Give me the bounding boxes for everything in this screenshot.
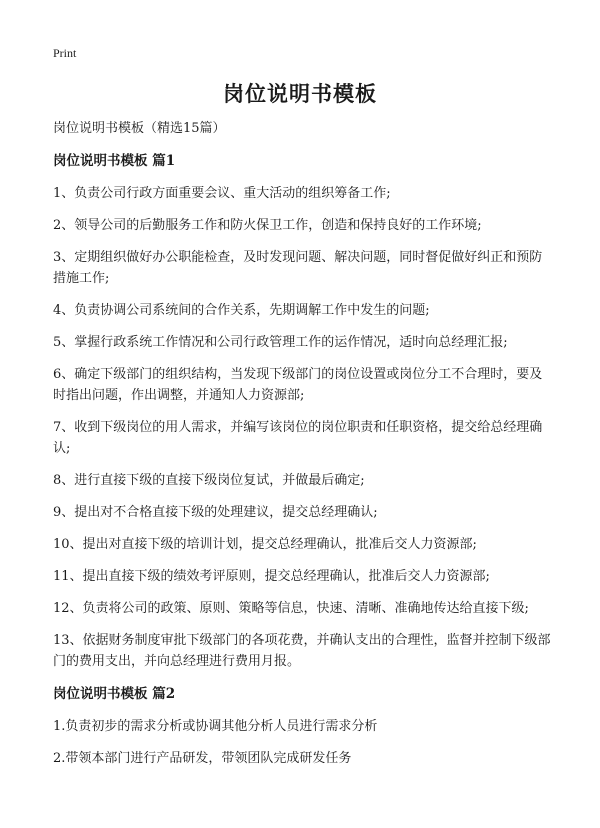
- page-title: 岗位说明书模板: [223, 82, 377, 106]
- list-item: 8、进行直接下级的直接下级岗位复试，并做最后确定;: [53, 473, 365, 488]
- document-subtitle: 岗位说明书模板（精选15篇）: [53, 121, 226, 136]
- list-item: 1.负责初步的需求分析或协调其他分析人员进行需求分析: [53, 719, 378, 734]
- section-heading: 岗位说明书模板 篇1: [53, 153, 176, 169]
- document-body: [53, 118, 553, 780]
- print-label: Print: [53, 46, 77, 60]
- list-item: 6、确定下级部门的组织结构，当发现下级部门的岗位设置或岗位分工不合理时，要及时指出问题，作出调整，并通知人力资源部;: [53, 367, 543, 403]
- section-2: [53, 683, 553, 769]
- list-item: 5、掌握行政系统工作情况和公司行政管理工作的运作情况，适时向总经理汇报;: [53, 335, 508, 350]
- list-item: 11、提出直接下级的绩效考评原则，提交总经理确认，批准后交人力资源部;: [53, 569, 490, 584]
- section-heading: 岗位说明书模板 篇2: [53, 686, 176, 702]
- list-item: 2、领导公司的后勤服务工作和防火保卫工作，创造和保持良好的工作环境;: [53, 218, 482, 233]
- section-1: [53, 150, 553, 672]
- list-item: 3、定期组织做好办公职能检查，及时发现问题、解决问题，同时督促做好纠正和预防措施工作;: [53, 250, 543, 286]
- list-item: 7、收到下级岗位的用人需求，并编写该岗位的岗位职责和任职资格，提交给总经理确认;: [53, 420, 543, 456]
- list-item: 13、依据财务制度审批下级部门的各项花费，并确认支出的合理性，监督并控制下级部门的费用支出，并向总经理进行费用月报。: [53, 633, 551, 669]
- list-item: 12、负责将公司的政策、原则、策略等信息，快速、清晰、准确地传达给直接下级;: [53, 601, 529, 616]
- list-item: 10、提出对直接下级的培训计划，提交总经理确认，批准后交人力资源部;: [53, 537, 477, 552]
- list-item: 4、负责协调公司系统间的合作关系，先期调解工作中发生的问题;: [53, 303, 430, 318]
- list-item: 2.带领本部门进行产品研发，带领团队完成研发任务: [53, 751, 352, 766]
- list-item: 1、负责公司行政方面重要会议、重大活动的组织筹备工作;: [53, 186, 391, 201]
- list-item: 9、提出对不合格直接下级的处理建议，提交总经理确认;: [53, 505, 378, 520]
